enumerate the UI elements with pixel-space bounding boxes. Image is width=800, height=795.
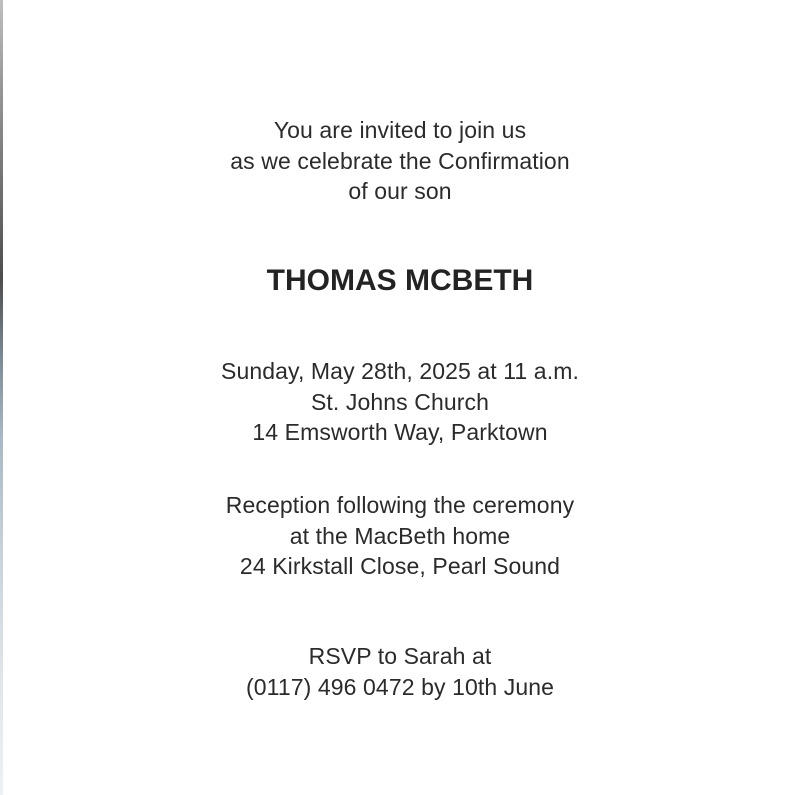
intro-line-1: You are invited to join us: [273, 117, 527, 143]
intro-line-3: of our son: [348, 178, 452, 204]
reception-line-3: 24 Kirkstall Close, Pearl Sound: [239, 553, 561, 579]
honoree-name: THOMAS MCBETH: [266, 264, 534, 297]
event-address: 14 Emsworth Way, Parktown: [252, 419, 548, 445]
intro-line-2: as we celebrate the Confirmation: [230, 147, 570, 174]
rsvp-details: [0, 641, 800, 702]
rsvp-line-2: (0117) 496 0472 by 10th June: [246, 673, 554, 700]
event-datetime: Sunday, May 28th, 2025 at 11 a.m.: [221, 358, 579, 384]
reception-line-2: at the MacBeth home: [289, 522, 511, 549]
event-details: [0, 356, 800, 448]
rsvp-line-1: RSVP to Sarah at: [308, 643, 492, 669]
invitation-intro: [0, 115, 800, 207]
reception-details: [0, 490, 800, 582]
reception-line-1: Reception following the ceremony: [225, 492, 575, 518]
event-venue: St. Johns Church: [310, 388, 490, 415]
